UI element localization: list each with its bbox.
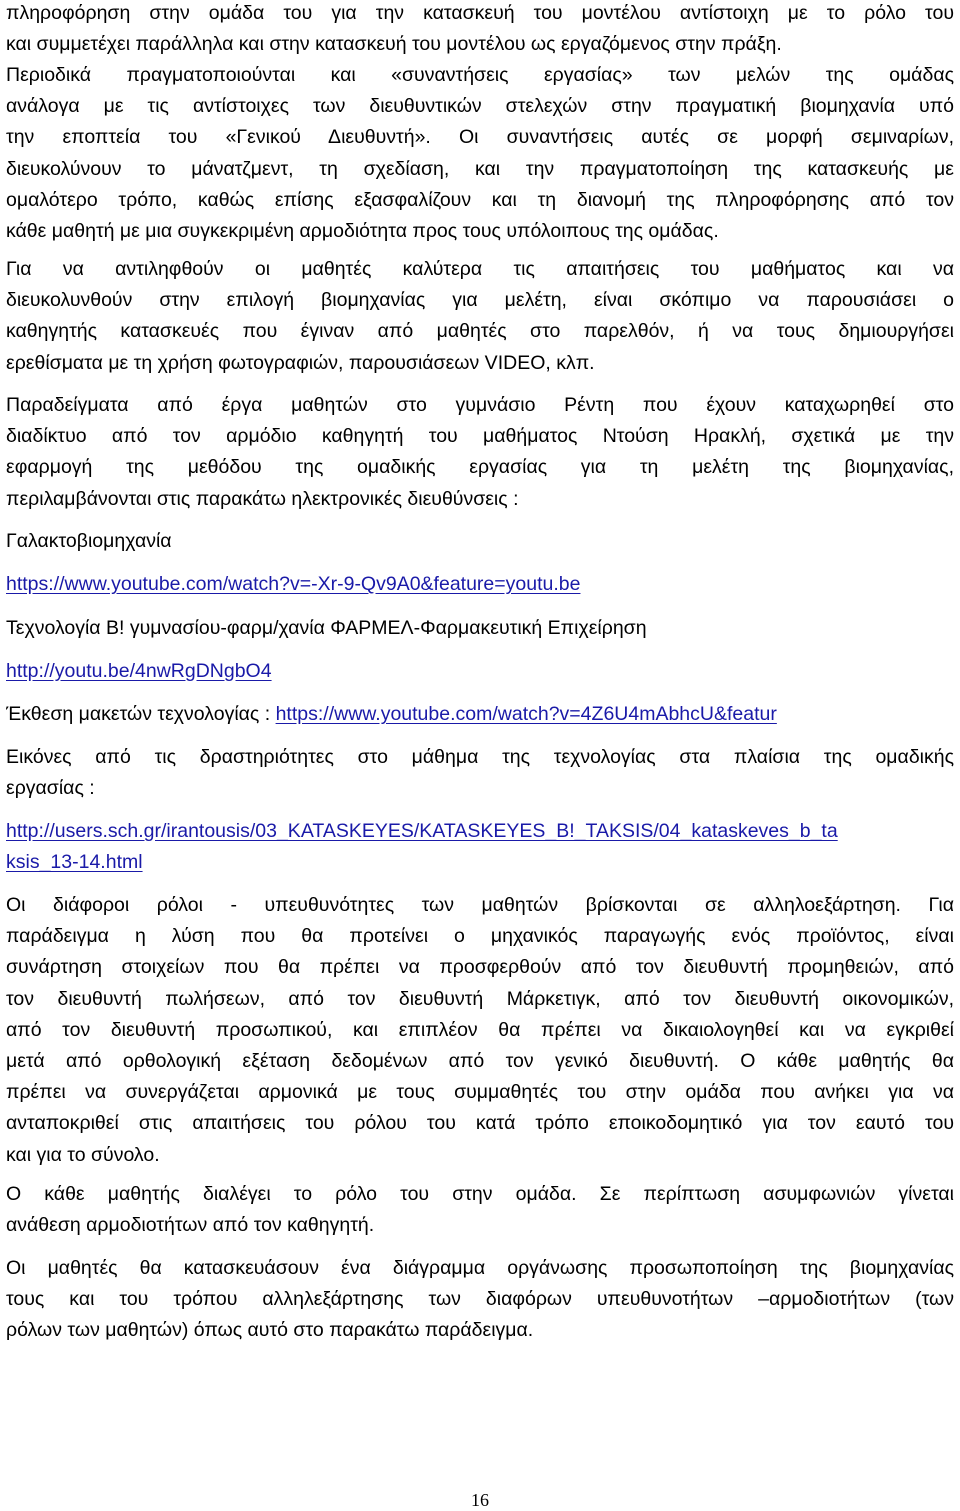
text-line: Περιοδικά πραγματοποιούνται και «συναντήσεις εργασίας» των μελών της ομάδας: [6, 64, 954, 86]
exhibit-video-link[interactable]: https://www.youtube.com/watch?v=4Z6U4mAbhcU&featur: [275, 703, 777, 725]
link-line: [6, 656, 954, 687]
text-line: πρέπει να συνεργάζεται αρμονικά με τους συμμαθητές του στην ομάδα που ανήκει για να: [6, 1081, 954, 1104]
paragraph-understanding: [6, 254, 954, 379]
text-line: διευκολύνουν το μάνατζμεντ, τη σχεδίαση, και την πραγματοποίηση της κατασκευής με: [6, 157, 954, 180]
text-line: τους και του τρόπου αλληλεξάρτησης των διαφόρων υπευθυνοτήτων –αρμοδιοτήτων (των: [6, 1288, 954, 1311]
paragraph-role-choice-text: [6, 1179, 954, 1241]
link-line: [6, 847, 954, 878]
text-line: μετά από ορθολογική εξέταση δεδομένων από τον γενικό διευθυντή. Ο κάθε μαθητής θα: [6, 1050, 954, 1073]
link-line: [6, 816, 954, 847]
paragraph-roles: [6, 890, 954, 1171]
example-dairy-link-para: [6, 569, 954, 600]
text-line: ανάλογα με τις αντίστοιχες των διευθυντικών στελεχών στην πραγματική βιομηχανία υπό: [6, 95, 954, 118]
example-exhibit-para: [6, 699, 954, 730]
paragraph-meetings-text: [6, 60, 954, 247]
paragraph-examples: [6, 390, 954, 515]
example-images-title: [6, 742, 954, 804]
text-line: Τεχνολογία Β! γυμνασίου-φαρμ/χανία ΦΑΡΜΕΛ-Φαρμακευτική Επιχείρηση: [6, 617, 647, 639]
text-line: ερεθίσματα με τη χρήση φωτογραφιών, παρουσιάσεων VIDEO, κλπ.: [6, 351, 595, 374]
text-line: διαδίκτυο από τον αρμόδιο καθηγητή του μαθήματος Ντούση Ηρακλή, σχετικά με την: [6, 425, 954, 448]
paragraph-roles-text: [6, 890, 954, 1171]
images-page-link-part2[interactable]: ksis_13-14.html: [6, 851, 143, 874]
text-line: εργασίας :: [6, 777, 95, 800]
example-images-link-para: [6, 816, 954, 878]
pharma-video-link[interactable]: http://youtu.be/4nwRgDNgbO4: [6, 660, 272, 682]
text-line: ομαλότερο τρόπο, καθώς επίσης εξασφαλίζουν και τη διανομή της πληροφόρησης από τον: [6, 188, 954, 211]
paragraph-intro: [6, 0, 954, 60]
example-dairy-text: [6, 526, 954, 557]
text-line: Οι διάφοροι ρόλοι - υπευθυνότητες των μαθητών βρίσκονται σε αλληλοεξάρτηση. Για: [6, 894, 954, 916]
text-line: Για να αντιληφθούν οι μαθητές καλύτερα τις απαιτήσεις του μαθήματος και να: [6, 258, 954, 280]
paragraph-diagram: [6, 1253, 954, 1347]
paragraph-intro-text: [6, 0, 954, 60]
example-exhibit-row: [6, 699, 954, 730]
text-line: εφαρμογή της μεθόδου της ομαδικής εργασίας για τη μελέτη της βιομηχανίας,: [6, 456, 954, 479]
example-images-link-row: [6, 816, 954, 878]
text-line: παράδειγμα η λύση που θα προτείνει ο μηχανικός παραγωγής ενός προϊόντος, είναι: [6, 925, 954, 948]
text-line: Οι μαθητές θα κατασκευάσουν ένα διάγραμμα οργάνωσης προσωποποίηση της βιομηχανίας: [6, 1257, 954, 1279]
text-line: και συμμετέχει παράλληλα και στην κατασκευή του μοντέλου ως εργαζόμενος στην πράξη.: [6, 33, 782, 56]
exhibit-label: Έκθεση μακετών τεχνολογίας :: [6, 703, 276, 725]
example-dairy-title: [6, 526, 954, 557]
text-line: διευκολυνθούν στην επιλογή βιομηχανίας για μελέτη, είναι σκόπιμο να παρουσιάσει ο: [6, 289, 954, 312]
text-line: συνάρτηση στοιχείων που θα πρέπει να προσφερθούν από τον διευθυντή προμηθειών, από: [6, 956, 954, 979]
dairy-video-link[interactable]: https://www.youtube.com/watch?v=-Xr-9-Qv9A0&feature=youtu.be: [6, 573, 581, 595]
text-line: Ο κάθε μαθητής διαλέγει το ρόλο του στην ομάδα. Σε περίπτωση ασυμφωνιών γίνεται: [6, 1183, 954, 1205]
text-line: ανάθεση αρμοδιοτήτων από τον καθηγητή.: [6, 1214, 375, 1237]
paragraph-diagram-text: [6, 1253, 954, 1347]
example-images-text: [6, 742, 954, 804]
example-pharma-link-row: [6, 656, 954, 687]
text-line: από τον διευθυντή προσωπικού, και επιπλέον θα πρέπει να δικαιολογηθεί και να εγκριθεί: [6, 1018, 954, 1041]
text-line: κάθε μαθητή με μια συγκεκριμένη αρμοδιότητα προς τους υπόλοιπους της ομάδας.: [6, 220, 719, 243]
text-line: την εποπτεία του «Γενικού Διευθυντή». Οι συναντήσεις αυτές σε μορφή σεμιναρίων,: [6, 126, 954, 149]
example-pharma-title: [6, 613, 954, 644]
text-line: και για το σύνολο.: [6, 1143, 160, 1166]
example-pharma-link-para: [6, 656, 954, 687]
text-line: Γαλακτοβιομηχανία: [6, 530, 172, 552]
text-line: καθηγητής κατασκευές που έγιναν από μαθητές στο παρελθόν, ή να τους δημιουργήσει: [6, 320, 954, 343]
paragraph-examples-text: [6, 390, 954, 515]
text-line: Παραδείγματα από έργα μαθητών στο γυμνάσιο Ρέντη που έχουν καταχωρηθεί στο: [6, 394, 954, 416]
text-line: Εικόνες από τις δραστηριότητες στο μάθημα της τεχνολογίας στα πλαίσια της ομαδικής: [6, 746, 954, 768]
text-line: ρόλων των μαθητών) όπως αυτό στο παρακάτω παράδειγμα.: [6, 1319, 534, 1342]
example-dairy-link-row: [6, 569, 954, 600]
images-page-link-part1[interactable]: http://users.sch.gr/irantousis/03_KATASKEYES/KATASKEYES_B!_TAKSIS/04_kataskeves_b_ta: [6, 820, 838, 842]
text-line: πληροφόρηση στην ομάδα του για την κατασκευή του μοντέλου αντίστοιχη με το ρόλο του: [6, 2, 954, 24]
example-pharma-text: [6, 613, 954, 644]
paragraph-role-choice: [6, 1179, 954, 1241]
text-line: περιλαμβάνονται στις παρακάτω ηλεκτρονικές διευθύνσεις :: [6, 487, 519, 510]
exhibit-line: [6, 699, 954, 730]
text-line: ανταποκριθεί στις απαιτήσεις του ρόλου του κατά τρόπο εποικοδομητικό για τον εαυτό του: [6, 1112, 954, 1135]
text-line: τον διευθυντή πωλήσεων, από τον διευθυντή Μάρκετιγκ, από τον διευθυντή οικονομικών,: [6, 987, 954, 1010]
page-number: 16: [471, 1490, 489, 1510]
paragraph-understanding-text: [6, 254, 954, 379]
link-line: [6, 569, 954, 600]
paragraph-meetings: [6, 60, 954, 247]
